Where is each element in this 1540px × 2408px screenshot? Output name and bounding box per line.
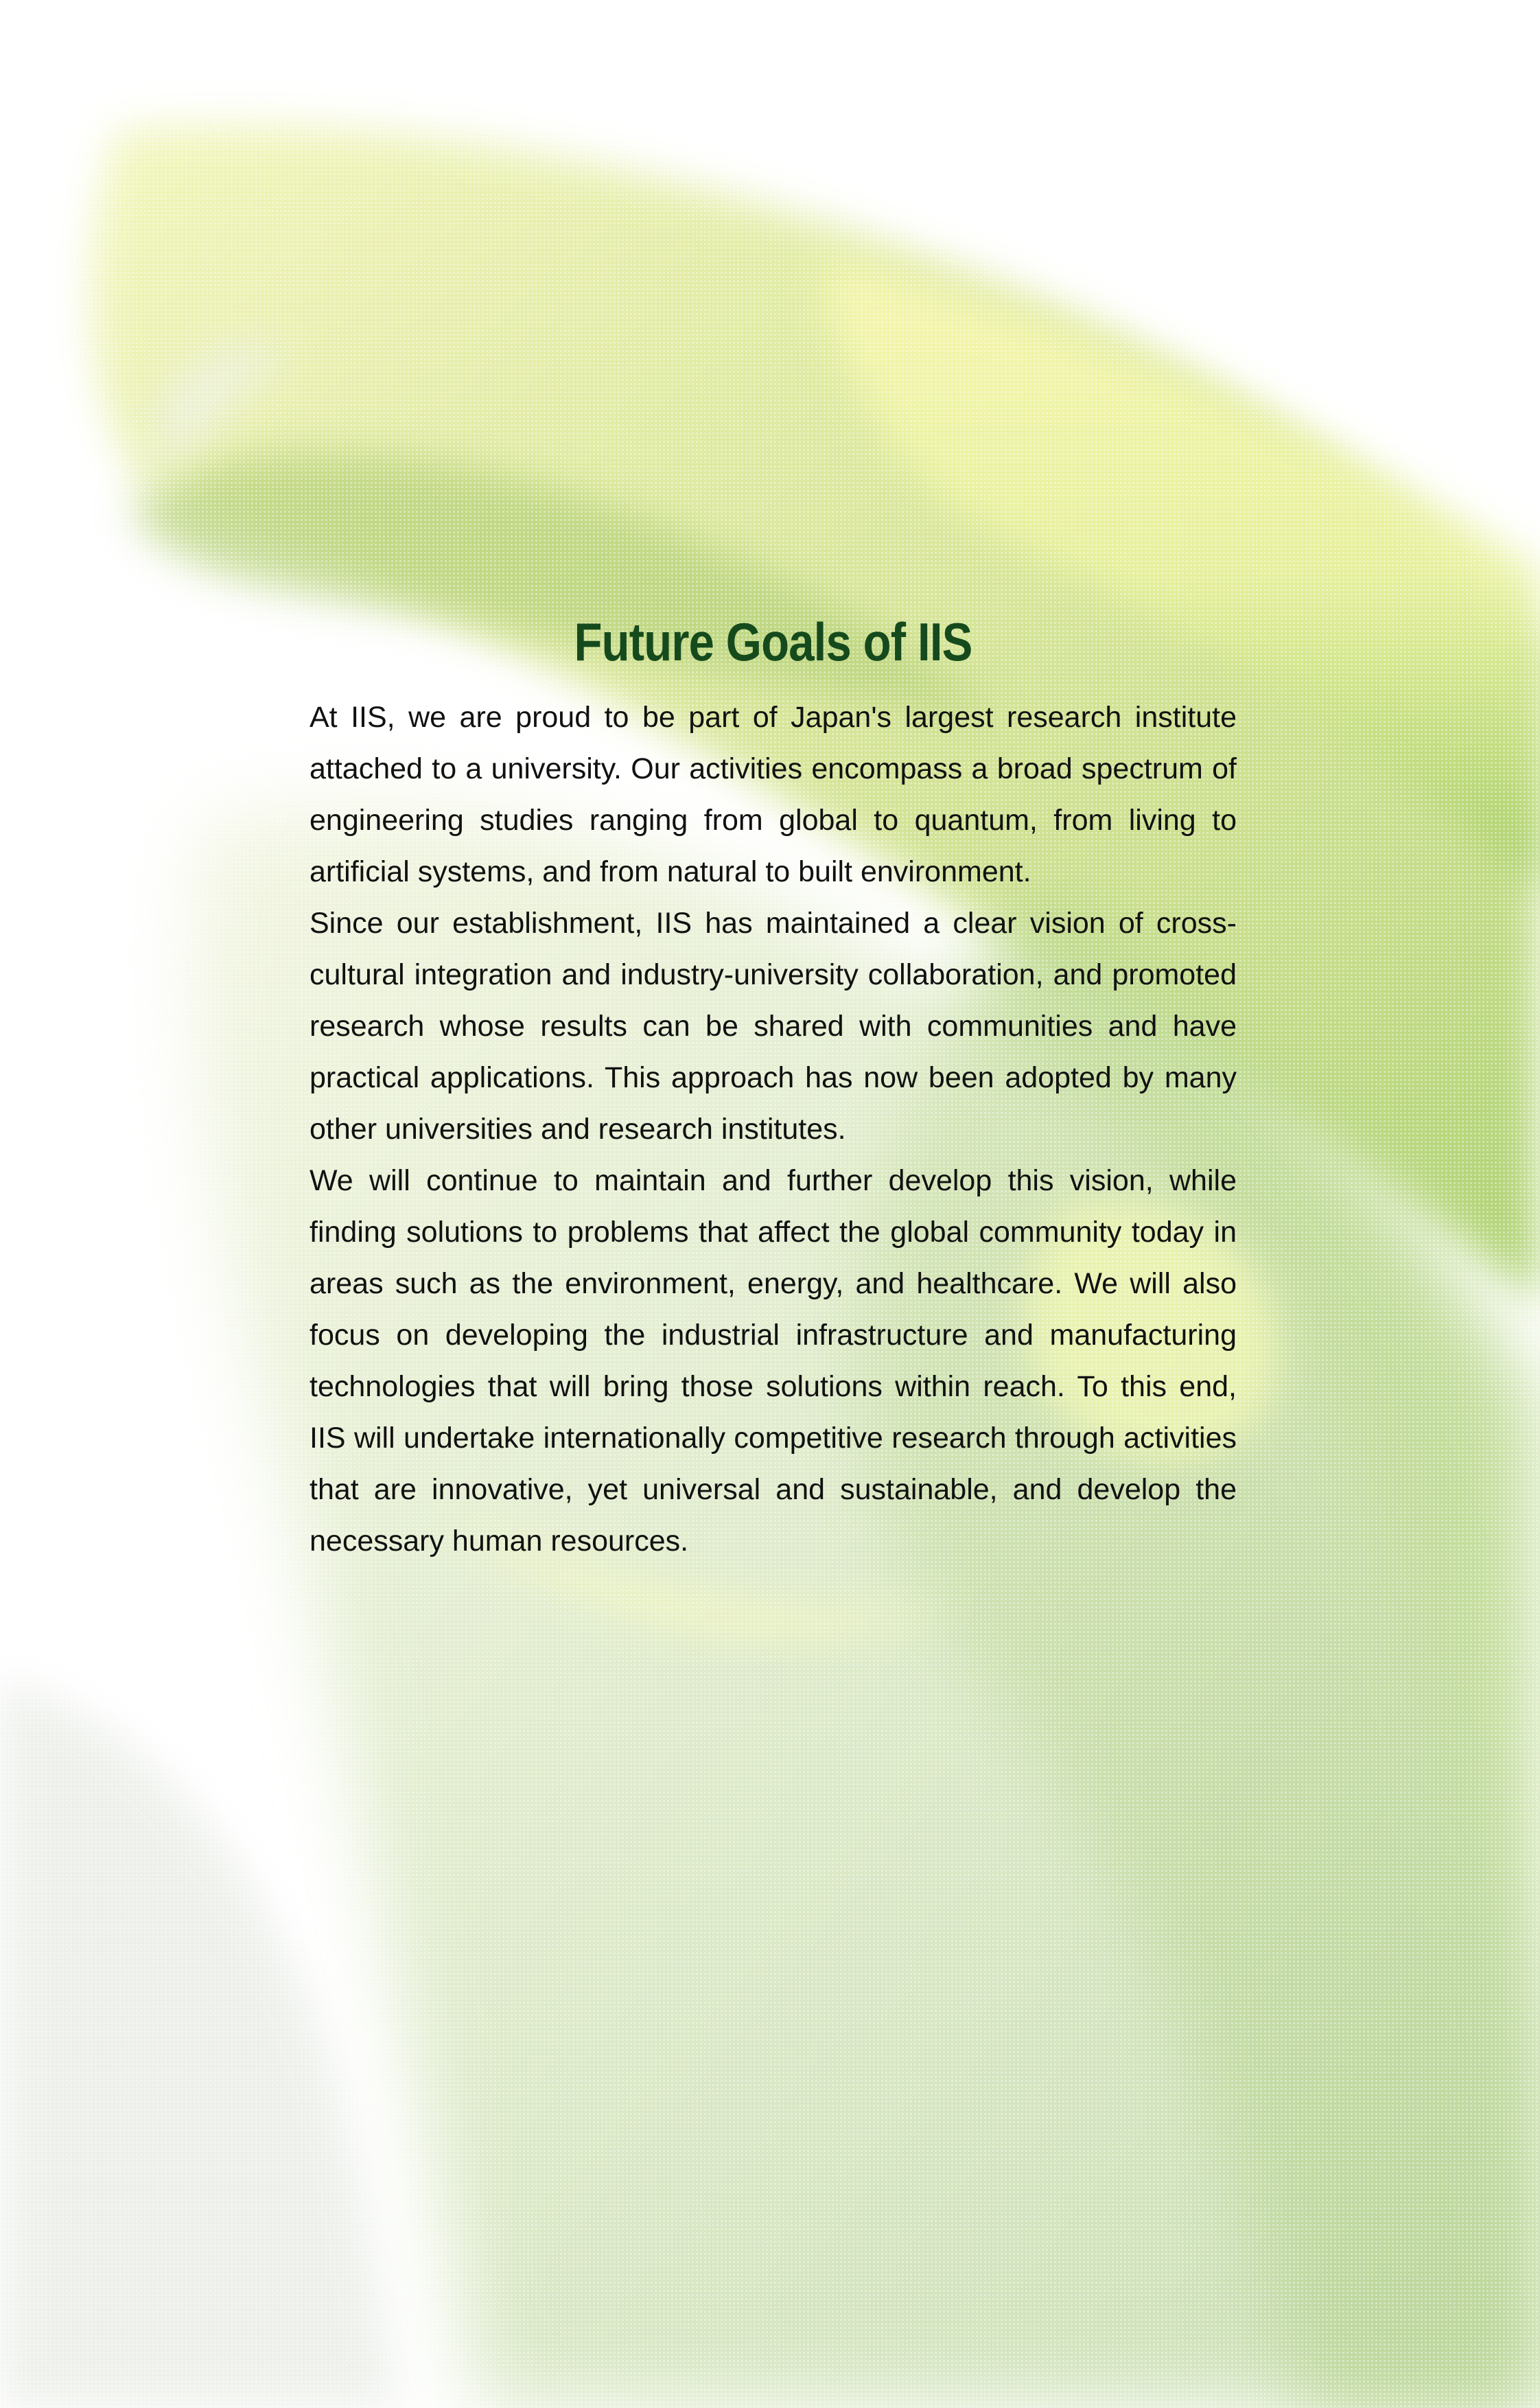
paragraph-future: We will continue to maintain and further develop this vision, while finding solutions to problems that affect the global community today in areas such as the environment, energy, and healthcare. We will also focus on developing the industrial infrastructure and manufacturing technologies that will bring those solutions within reach. To this end, IIS will undertake internationally competitive research through activities that are innovative, yet universal and sustainable, and develop the necessary human resources. <box>310 1164 1237 1558</box>
page-title: Future Goals of IIS <box>574 612 972 672</box>
paragraph-intro: At IIS, we are proud to be part of Japan's largest research institute attached to a university. Our activities encompass a broad spectrum of engineering studies ranging from global to quantum, from living to artificial systems, and from natural to built environment. <box>310 701 1237 888</box>
paragraph-vision: Since our establishment, IIS has maintained a clear vision of cross-cultural integration and industry-university collaboration, and promoted research whose results can be shared with communities and have practical applications. This approach has now been adopted by many other universities and research institutes. <box>310 907 1237 1146</box>
goals-article <box>310 604 1237 1567</box>
